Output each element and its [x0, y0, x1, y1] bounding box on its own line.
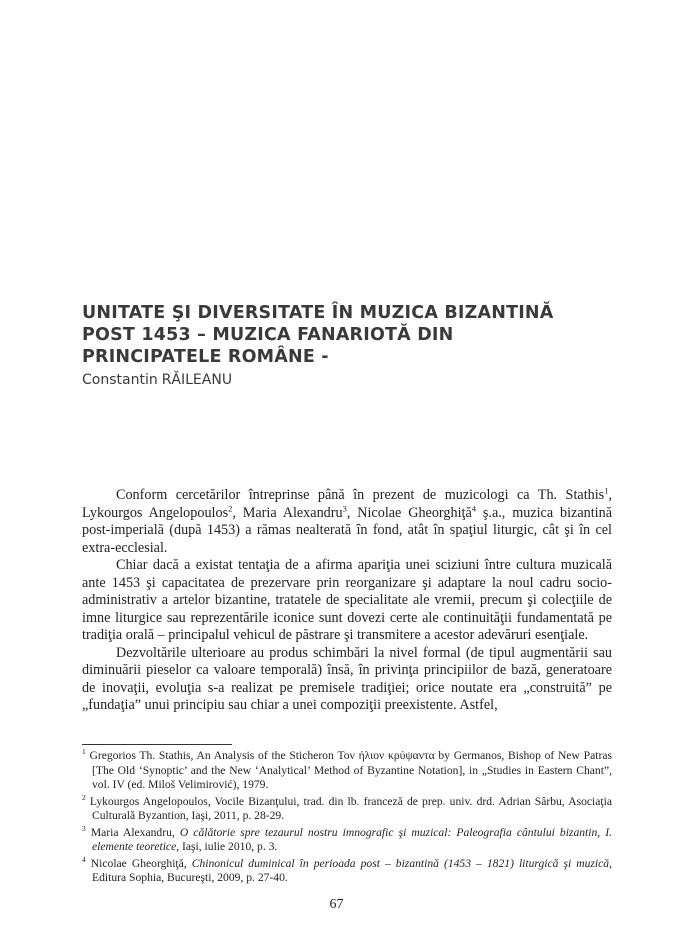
footnote-number: 3 — [82, 823, 86, 833]
footnote-ref-1[interactable]: 1 — [604, 485, 609, 496]
paragraph-1-text-d: , Nicolae Gheorghiţă — [346, 504, 472, 521]
footnote-text: Gregorios Th. Stathis, An Analysis of the Sticheron Τον ήλιον κρύψαντα by Germanos, Bishop of New Patras [The Old ‘Synoptic’ and the New ‘Analytical’ Method of Byzantine Notation], in „Studies in Eastern Chant”, vol. IV (ed. Miloš Velimirović), 1979. — [89, 749, 612, 791]
paragraph-1 — [82, 487, 612, 557]
article-body — [82, 487, 612, 715]
author-first-name: Constantin — [82, 372, 158, 388]
paragraph-1-text-e: ş.a., muzica bizantină post-imperială (după 1453) a rămas nealterată în fond, atât în spaţiul liturgic, cât şi în cel extra-ecclesial. — [82, 504, 612, 556]
footnote-text-post: Editura Sophia, Bucureşti, 2009, p. 27-40. — [92, 871, 288, 884]
footnote-text: Lykourgos Angelopoulos, Vocile Bizanţului, trad. din lb. franceză de prep. univ. drd. Adrian Sârbu, Asociaţia Culturală Byzantion, Iaşi, 2011, p. 28-29. — [89, 794, 612, 822]
title-line-2: POST 1453 – MUZICA FANARIOTĂ DIN — [82, 325, 454, 345]
footnote-number: 4 — [82, 854, 86, 864]
footnotes — [82, 749, 612, 888]
paragraph-1-text-b: , Lykourgos Angelopoulos — [82, 487, 612, 521]
footnote-text-italic: O călătorie spre tezaurul nostru imnografic şi muzical: Paleografia cântului bizantin, I. elemente teoretice — [92, 825, 613, 853]
paragraph-1-text-a: Conform cercetărilor întreprinse până în prezent de muzicologi ca Th. Stathis — [116, 487, 605, 503]
title-line-3: PRINCIPATELE ROMÂNE - — [82, 347, 329, 367]
title-line-1: UNITATE ŞI DIVERSITATE ÎN MUZICA BIZANTINĂ — [82, 303, 554, 323]
article-title — [82, 302, 602, 368]
author-last-name: RĂILEANU — [161, 372, 233, 388]
footnote-number: 1 — [82, 747, 86, 757]
footnote-text-post: , Iaşi, iulie 2010, p. 3. — [176, 840, 278, 853]
footnote-text-pre: Nicolae Gheorghiţă, — [90, 856, 192, 870]
footnote-text-pre: Maria Alexandru, — [90, 825, 180, 839]
footnote-separator — [82, 744, 232, 745]
paragraph-2: Chiar dacă a existat tentaţia de a afirma apariţia unei sciziuni între cultura muzicală ante 1453 şi capacitatea de prezervare prin reorganizare şi adaptare la noul cadru socio-administrativ a artelor bizantine, tratatele de specialitate ale vremii, precum şi colecţiile de imne liturgice sau reprezentările iconice sunt dovezi certe ale continuităţii fundamentată pe tradiţia orală – principalul vehicul de păstrare şi transmitere a acestor adevăruri esenţiale. — [82, 557, 612, 643]
footnote-3 — [82, 823, 613, 855]
article-header — [82, 302, 602, 391]
footnote-number: 2 — [82, 792, 86, 802]
footnote-ref-2[interactable]: 2 — [228, 502, 233, 513]
author-name — [82, 369, 602, 391]
footnote-text-italic: Chinonicul duminical în perioada post – bizantină (1453 – 1821) liturgică şi muzică, — [191, 856, 612, 870]
page-number: 67 — [329, 897, 344, 912]
footnote-1 — [82, 749, 612, 793]
footnote-4 — [82, 854, 612, 886]
footnote-2 — [82, 792, 612, 824]
footnote-ref-4[interactable]: 4 — [471, 502, 477, 513]
paragraph-3: Dezvoltările ulterioare au produs schimbări la nivel formal (de tipul augmentării sau diminuării pieselor ca valoare temporală) însă, în privinţa principiilor de bază, generatoare de inovaţii, evoluţia s-a realizat pe premisele tradiţiei; orice noutate era „construită” pe „fundaţia” unui principiu sau chiar a unei compoziţii preexistente. Astfel, — [82, 644, 612, 713]
paragraph-1-text-c: , Maria Alexandru — [232, 504, 343, 521]
footnote-ref-3[interactable]: 3 — [342, 502, 347, 513]
